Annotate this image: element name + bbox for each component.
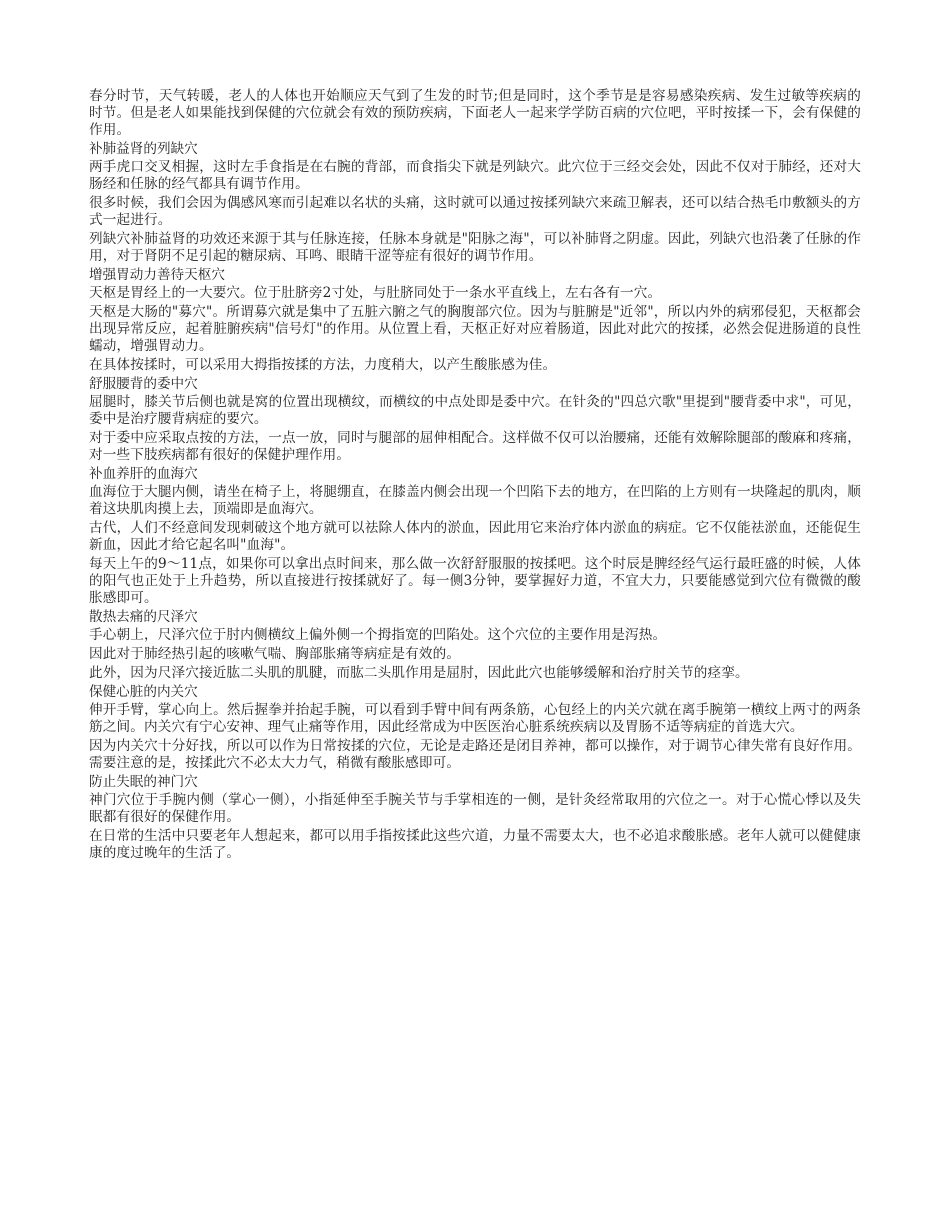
- paragraph: 屈腿时，膝关节后侧也就是窝的位置出现横纹，而横纹的中点处即是委中穴。在针灸的"四总穴歌"里提到"腰背委中求"，可见，委中是治疗腰背病症的要穴。: [89, 394, 861, 427]
- paragraph: 每天上午的9～11点，如果你可以拿出点时间来，那么做一次舒舒服服的按揉吧。这个时辰是脾经经气运行最旺盛的时候，人体的阳气也正处于上升趋势，所以直接进行按揉就好了。每一侧3分钟，要掌握好力道，不宜大力，只要能感觉到穴位有微微的酸胀感即可。: [89, 556, 861, 606]
- paragraph: 此外，因为尺泽穴接近肱二头肌的肌腱，而肱二头肌作用是屈肘，因此此穴也能够缓解和治疗肘关节的痉挛。: [89, 665, 749, 681]
- paragraph: 列缺穴补肺益肾的功效还来源于其与任脉连接，任脉本身就是"阳脉之海"，可以补肺肾之阴虚。因此，列缺穴也沿袭了任脉的作用，对于肾阴不足引起的糖尿病、耳鸣、眼睛干涩等症有很好的调节作用。: [89, 231, 861, 264]
- paragraph: 伸开手臂，掌心向上。然后握拳并抬起手腕，可以看到手臂中间有两条筋，心包经上的内关穴就在离手腕第一横纹上两寸的两条筋之间。内关穴有宁心安神、理气止痛等作用，因此经常成为中医医治心脏系统疾病以及胃肠不适等病症的首选大穴。: [89, 702, 861, 735]
- paragraph: 天枢是大肠的"募穴"。所谓募穴就是集中了五脏六腑之气的胸腹部穴位。因为与脏腑是"近邻"，所以内外的病邪侵犯，天枢都会出现异常反应，起着脏腑疾病"信号灯"的作用。从位置上看，天枢正好对应着肠道，因此对此穴的按揉，必然会促进肠道的良性蠕动，增强胃动力。: [89, 304, 861, 354]
- section-heading-shenmen: 防止失眠的神门穴: [89, 774, 198, 790]
- article-body: [89, 88, 861, 864]
- intro-paragraph: 春分时节，天气转暖，老人的人体也开始顺应天气到了生发的时节;但是同时，这个季节是是容易感染疾病、发生过敏等疾病的时节。但是老人如果能找到保健的穴位就会有效的预防疾病，下面老人一起来学学防百病的穴位吧，平时按揉一下，会有保健的作用。: [89, 88, 861, 138]
- section-heading-weizhong: 舒服腰背的委中穴: [89, 376, 198, 392]
- paragraph: 对于委中应采取点按的方法，一点一放，同时与腿部的屈伸相配合。这样做不仅可以治腰痛，还能有效解除腿部的酸麻和疼痛，对一些下肢疾病都有很好的保健护理作用。: [89, 430, 861, 463]
- paragraph: 神门穴位于手腕内侧（掌心一侧），小指延伸至手腕关节与手掌相连的一侧，是针灸经常取用的穴位之一。对于心慌心悸以及失眠都有很好的保健作用。: [89, 792, 861, 825]
- paragraph: 在具体按揉时，可以采用大拇指按揉的方法，力度稍大，以产生酸胀感为佳。: [89, 357, 557, 373]
- paragraph: 血海位于大腿内侧，请坐在椅子上，将腿绷直，在膝盖内侧会出现一个凹陷下去的地方，在凹陷的上方则有一块隆起的肌肉，顺着这块肌肉摸上去，顶端即是血海穴。: [89, 484, 861, 517]
- section-heading-lieque: 补肺益肾的列缺穴: [89, 141, 198, 157]
- paragraph: 很多时候，我们会因为偶感风寒而引起难以名状的头痛，这时就可以通过按揉列缺穴来疏卫解表，还可以结合热毛巾敷额头的方式一起进行。: [89, 195, 861, 228]
- paragraph: 手心朝上，尺泽穴位于肘内侧横纹上偏外侧一个拇指宽的凹陷处。这个穴位的主要作用是泻热。: [89, 627, 667, 643]
- section-heading-tianshu: 增强胃动力善待天枢穴: [89, 267, 225, 283]
- paragraph: 因为内关穴十分好找，所以可以作为日常按揉的穴位，无论是走路还是闭目养神，都可以操作，对于调节心律失常有良好作用。需要注意的是，按揉此穴不必太大力气，稍微有酸胀感即可。: [89, 738, 861, 771]
- paragraph: 因此对于肺经热引起的咳嗽气喘、胸部胀痛等病症是有效的。: [89, 646, 461, 662]
- paragraph: 古代，人们不经意间发现刺破这个地方就可以祛除人体内的淤血，因此用它来治疗体内淤血的病症。它不仅能祛淤血，还能促生新血，因此才给它起名叫"血海"。: [89, 520, 861, 553]
- paragraph: 天枢是胃经上的一大要穴。位于肚脐旁2寸处，与肚脐同处于一条水平直线上，左右各有一穴。: [89, 285, 662, 301]
- paragraph: 两手虎口交叉相握，这时左手食指是在右腕的背部，而食指尖下就是列缺穴。此穴位于三经交会处，因此不仅对于肺经，还对大肠经和任脉的经气都具有调节作用。: [89, 159, 861, 192]
- section-heading-xuehai: 补血养肝的血海穴: [89, 466, 198, 482]
- section-heading-chize: 散热去痛的尺泽穴: [89, 609, 198, 625]
- section-heading-neiguan: 保健心脏的内关穴: [89, 684, 198, 700]
- paragraph: 在日常的生活中只要老年人想起来，都可以用手指按揉此这些穴道，力量不需要太大，也不必追求酸胀感。老年人就可以健健康康的度过晚年的生活了。: [89, 828, 861, 861]
